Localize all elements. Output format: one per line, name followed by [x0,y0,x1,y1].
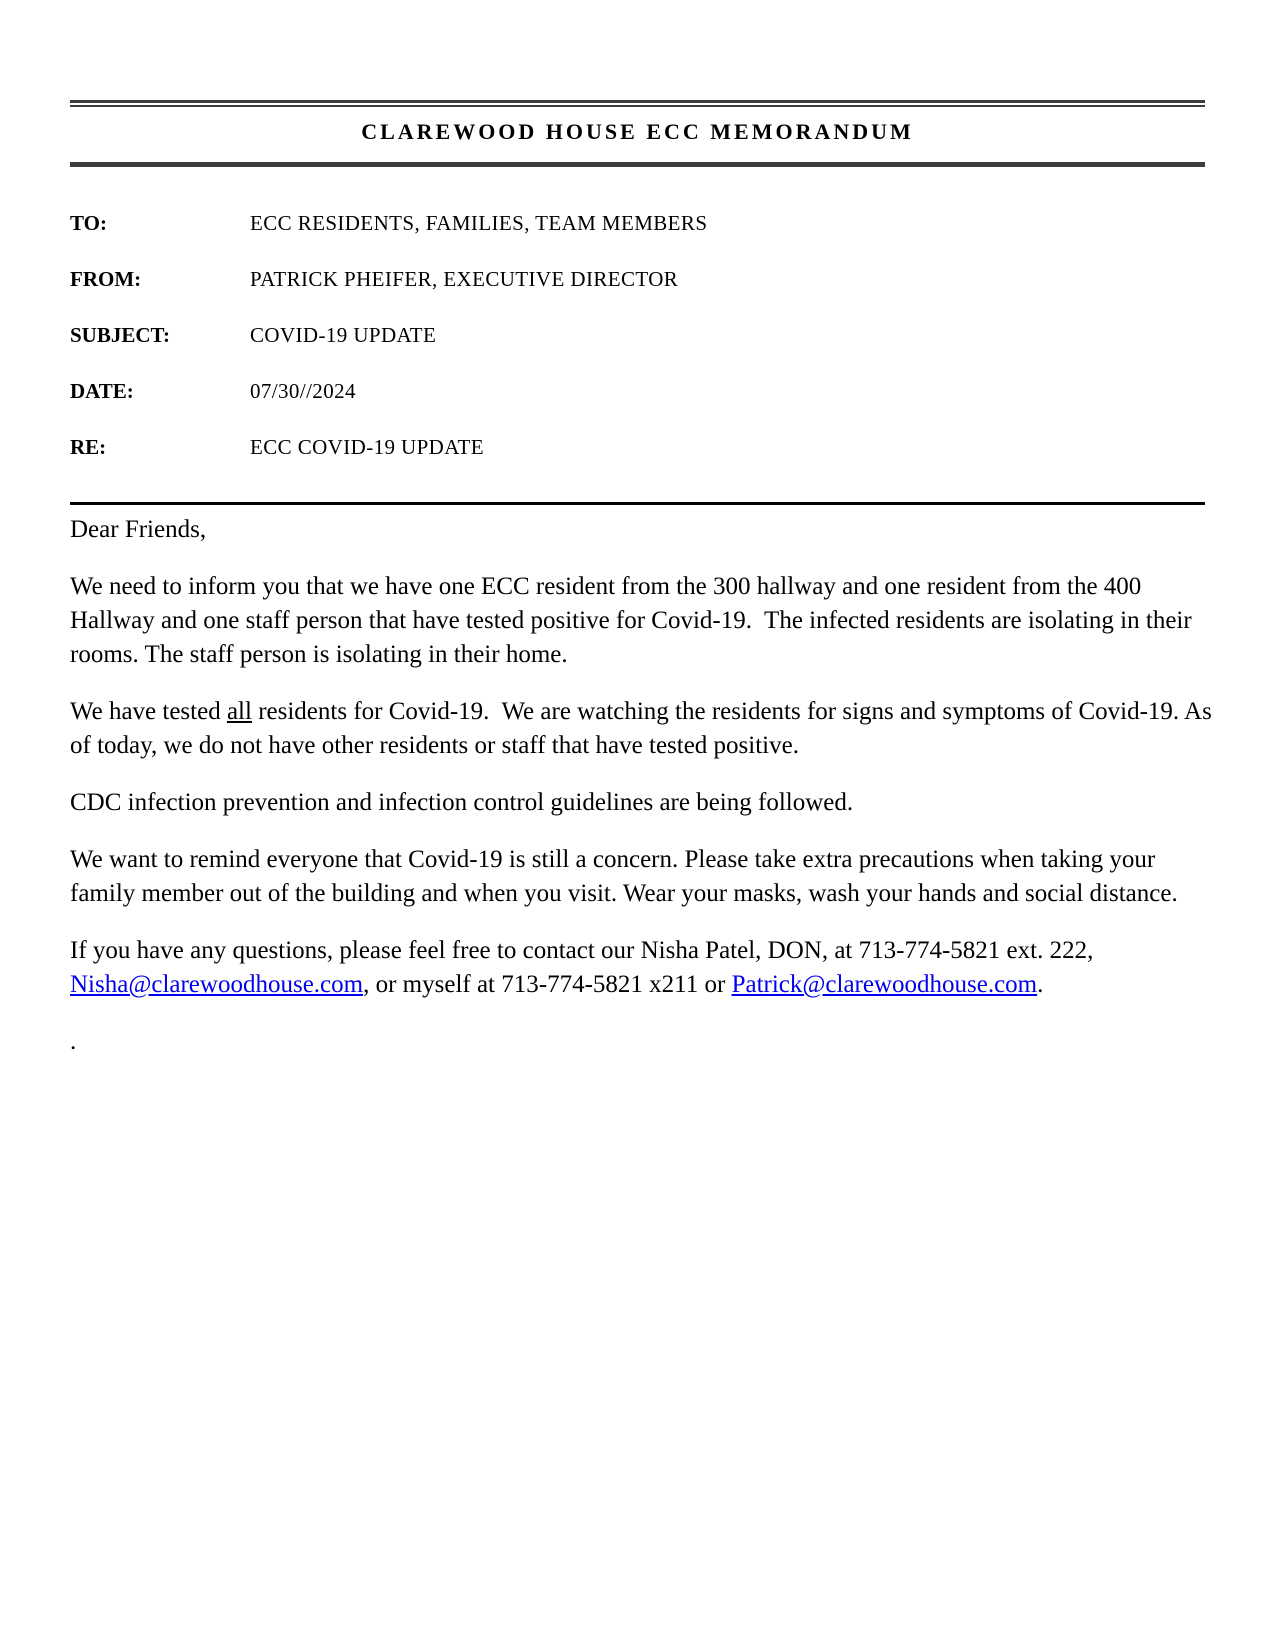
memo-field-date-label: DATE: [70,379,134,403]
header-body-separator-rule [70,502,1205,505]
memo-header-fields [70,211,1205,459]
memo-field-subject-value: COVID-19 UPDATE [250,323,437,347]
paragraph-cdc-guidelines: CDC infection prevention and infection control guidelines are being followed. [70,789,854,816]
memo-field-date-value: 07/30//2024 [250,379,356,403]
memo-field-subject-label: SUBJECT: [70,323,170,347]
paragraph-testing-status [70,695,1219,763]
paragraph-testing-status-text-before: We have tested [70,698,227,725]
letter-body [70,513,1219,1059]
contact-text-2: , or myself at 713-774-5821 x211 or [363,971,732,998]
banner-top-rule-lower [70,105,1205,107]
memo-field-from-label: FROM: [70,267,142,291]
underlined-word-all: all [226,698,252,725]
banner-top-double-rule [70,100,1205,107]
paragraph-testing-status-text-after: residents for Covid-19. We are watching the residents for signs and symptoms of Covid-19. As of today, we do not have other residents or staff that have tested positive. [70,698,1219,759]
memo-field-to-label: TO: [70,211,107,235]
trailing-period: . [70,1028,77,1055]
salutation: Dear Friends, [70,516,207,543]
banner-bottom-thick-rule [70,162,1205,167]
memo-field-from-value: PATRICK PHEIFER, EXECUTIVE DIRECTOR [250,267,679,291]
memo-field-from [70,267,1205,291]
memo-field-re-value: ECC COVID-19 UPDATE [250,435,484,459]
memo-field-re-label: RE: [70,435,107,459]
nisha-email-link[interactable]: Nisha@clarewoodhouse.com [70,971,364,998]
memo-field-date [70,379,1205,403]
memo-banner-title: CLAREWOOD HOUSE ECC MEMORANDUM [361,119,914,144]
patrick-email-link[interactable]: Patrick@clarewoodhouse.com [731,971,1038,998]
contact-text-3: . [1037,971,1044,998]
memo-field-re [70,435,1205,459]
contact-text-1: If you have any questions, please feel free to contact our Nisha Patel, DON, at 713-774-5821 ext. 222, [70,937,1100,964]
memo-field-to-value: ECC RESIDENTS, FAMILIES, TEAM MEMBERS [250,211,708,235]
paragraph-outbreak-notice: We need to inform you that we have one ECC resident from the 300 hallway and one resident from the 400 Hallway and one staff person that have tested positive for Covid-19. The infected residents are isolating in their rooms. The staff person is isolating in their home. [70,573,1198,668]
memo-field-to [70,211,1205,235]
paragraph-precautions-reminder: We want to remind everyone that Covid-19 is still a concern. Please take extra precautions when taking your family member out of the building and when you visit. Wear your masks, wash your hands and social distance. [70,846,1178,907]
memo-field-subject [70,323,1205,347]
paragraph-contact-info [70,934,1216,1002]
